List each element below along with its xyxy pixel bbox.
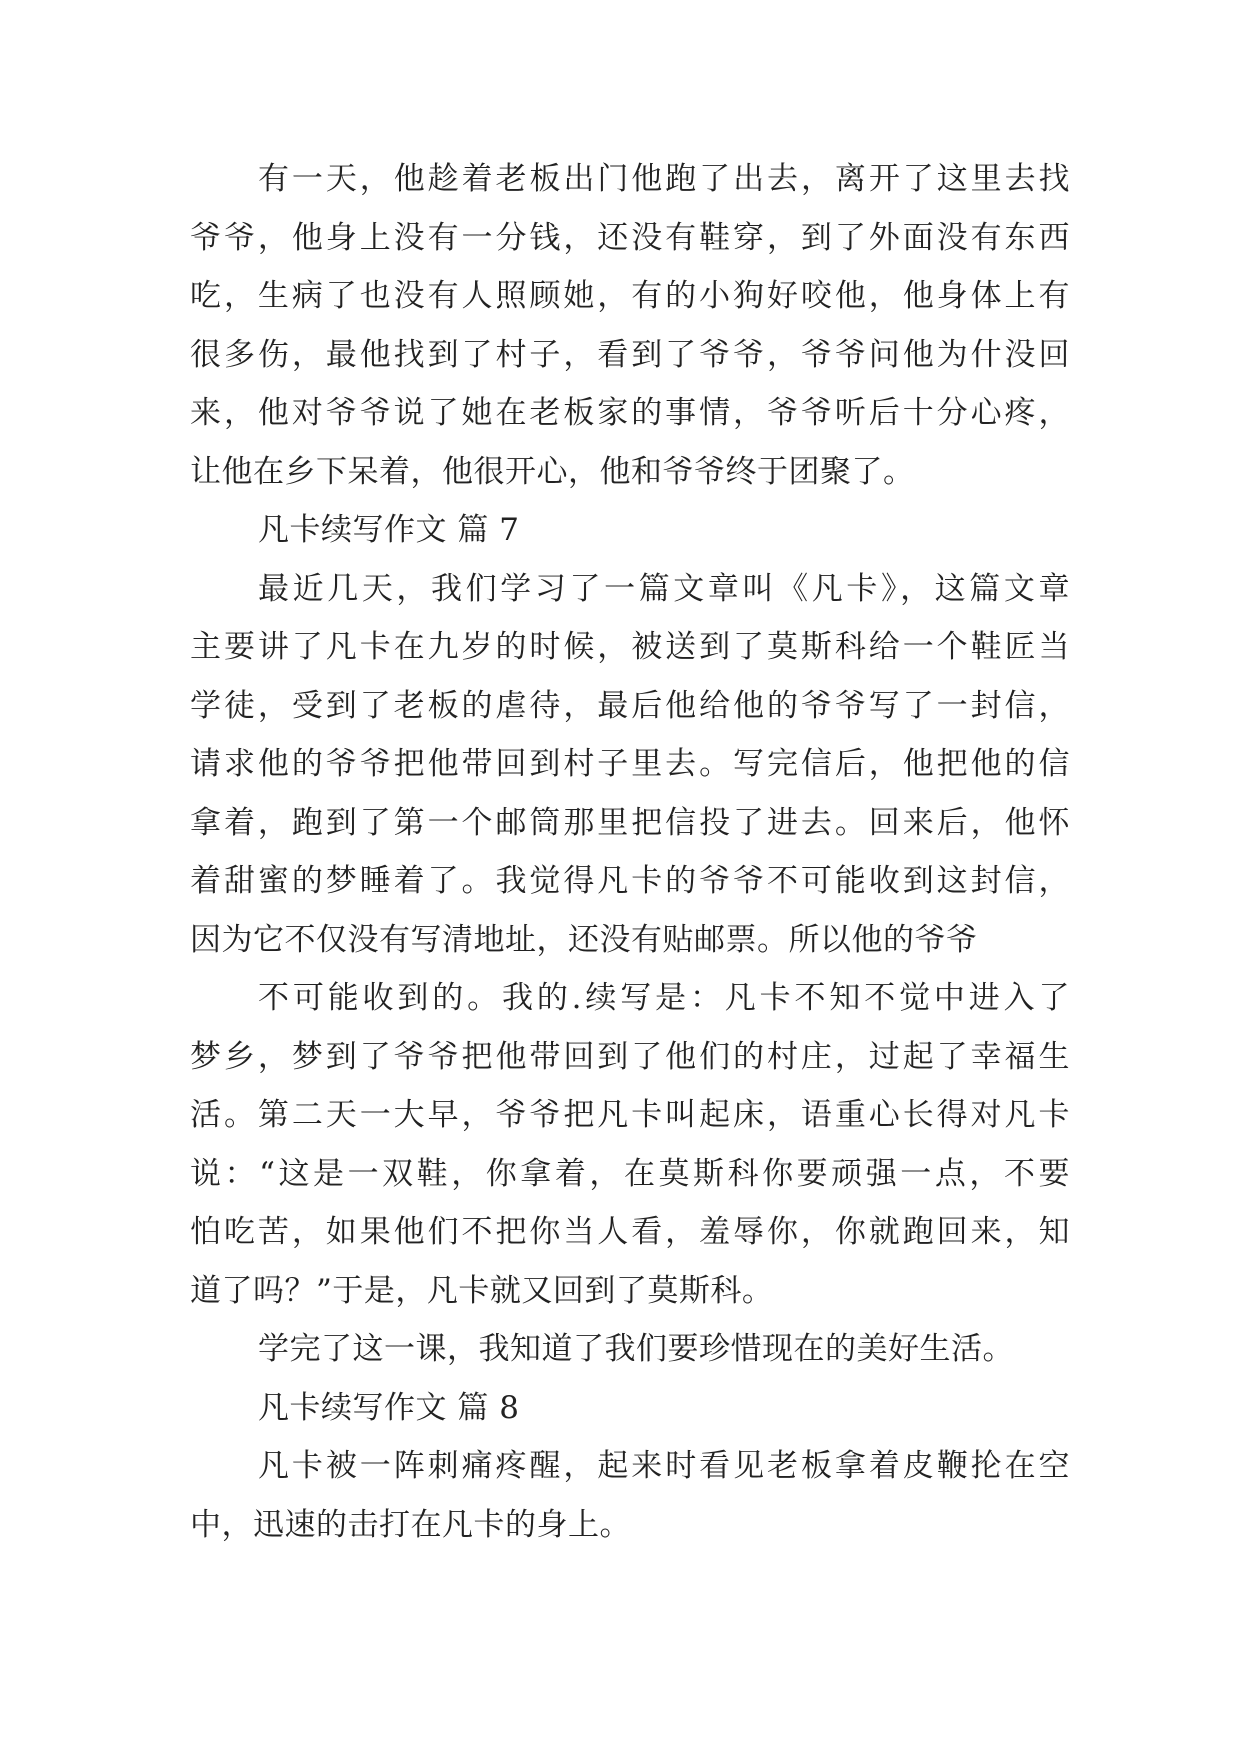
- paragraph-line: 最近几天，我们学习了一篇文章叫《凡卡》，这篇文章: [258, 570, 1070, 607]
- paragraph-line: 梦乡，梦到了爷爷把他带回到了他们的村庄，过起了幸福生: [190, 1038, 1070, 1075]
- paragraph-line: 请求他的爷爷把他带回到村子里去。写完信后，他把他的信: [190, 746, 1070, 782]
- paragraph-line: 活。第二天一大早，爷爷把凡卡叫起床，语重心长得对凡卡: [190, 1097, 1070, 1133]
- paragraph-line: 来，他对爷爷说了她在老板家的事情，爷爷听后十分心疼，: [190, 395, 1070, 431]
- paragraph-line: 怕吃苦，如果他们不把你当人看，羞辱你，你就跑回来，知: [190, 1214, 1070, 1250]
- paragraph-line: 有一天，他趁着老板出门他跑了出去，离开了这里去找: [258, 161, 1070, 197]
- paragraph-line: 凡卡被一阵刺痛疼醒，起来时看见老板拿着皮鞭抡在空: [258, 1448, 1070, 1484]
- paragraph-line: 不可能收到的。我的.续写是：凡卡不知不觉中进入了: [258, 980, 1070, 1016]
- paragraph-line: 因为它不仅没有写清地址，还没有贴邮票。所以他的爷爷: [190, 921, 978, 958]
- section-heading: 凡卡续写作文 篇 8: [258, 1389, 520, 1426]
- paragraph-line: 让他在乡下呆着，他很开心，他和爷爷终于团聚了。: [190, 453, 915, 490]
- section-heading: 凡卡续写作文 篇 7: [258, 512, 520, 548]
- paragraph-line: 吃，生病了也没有人照顾她，有的小狗好咬他，他身体上有: [190, 278, 1070, 314]
- paragraph-line: 学完了这一课，我知道了我们要珍惜现在的美好生活。: [258, 1331, 1014, 1367]
- paragraph-line: 主要讲了凡卡在九岁的时候，被送到了莫斯科给一个鞋匠当: [190, 629, 1070, 665]
- paragraph-line: 道了吗？”于是，凡卡就又回到了莫斯科。: [190, 1272, 774, 1309]
- paragraph-line: 学徒，受到了老板的虐待，最后他给他的爷爷写了一封信，: [190, 687, 1070, 724]
- document-body: [190, 150, 1070, 1554]
- paragraph-line: 说：“这是一双鞋，你拿着，在莫斯科你要顽强一点，不要: [190, 1155, 1070, 1192]
- paragraph-line: 爷爷，他身上没有一分钱，还没有鞋穿，到了外面没有东西: [190, 219, 1070, 256]
- paragraph-line: 很多伤，最他找到了村子，看到了爷爷，爷爷问他为什没回: [190, 336, 1070, 373]
- paragraph-line: 中，迅速的击打在凡卡的身上。: [190, 1506, 631, 1543]
- paragraph-line: 着甜蜜的梦睡着了。我觉得凡卡的爷爷不可能收到这封信，: [190, 863, 1070, 899]
- paragraph-line: 拿着，跑到了第一个邮筒那里把信投了进去。回来后，他怀: [190, 804, 1070, 841]
